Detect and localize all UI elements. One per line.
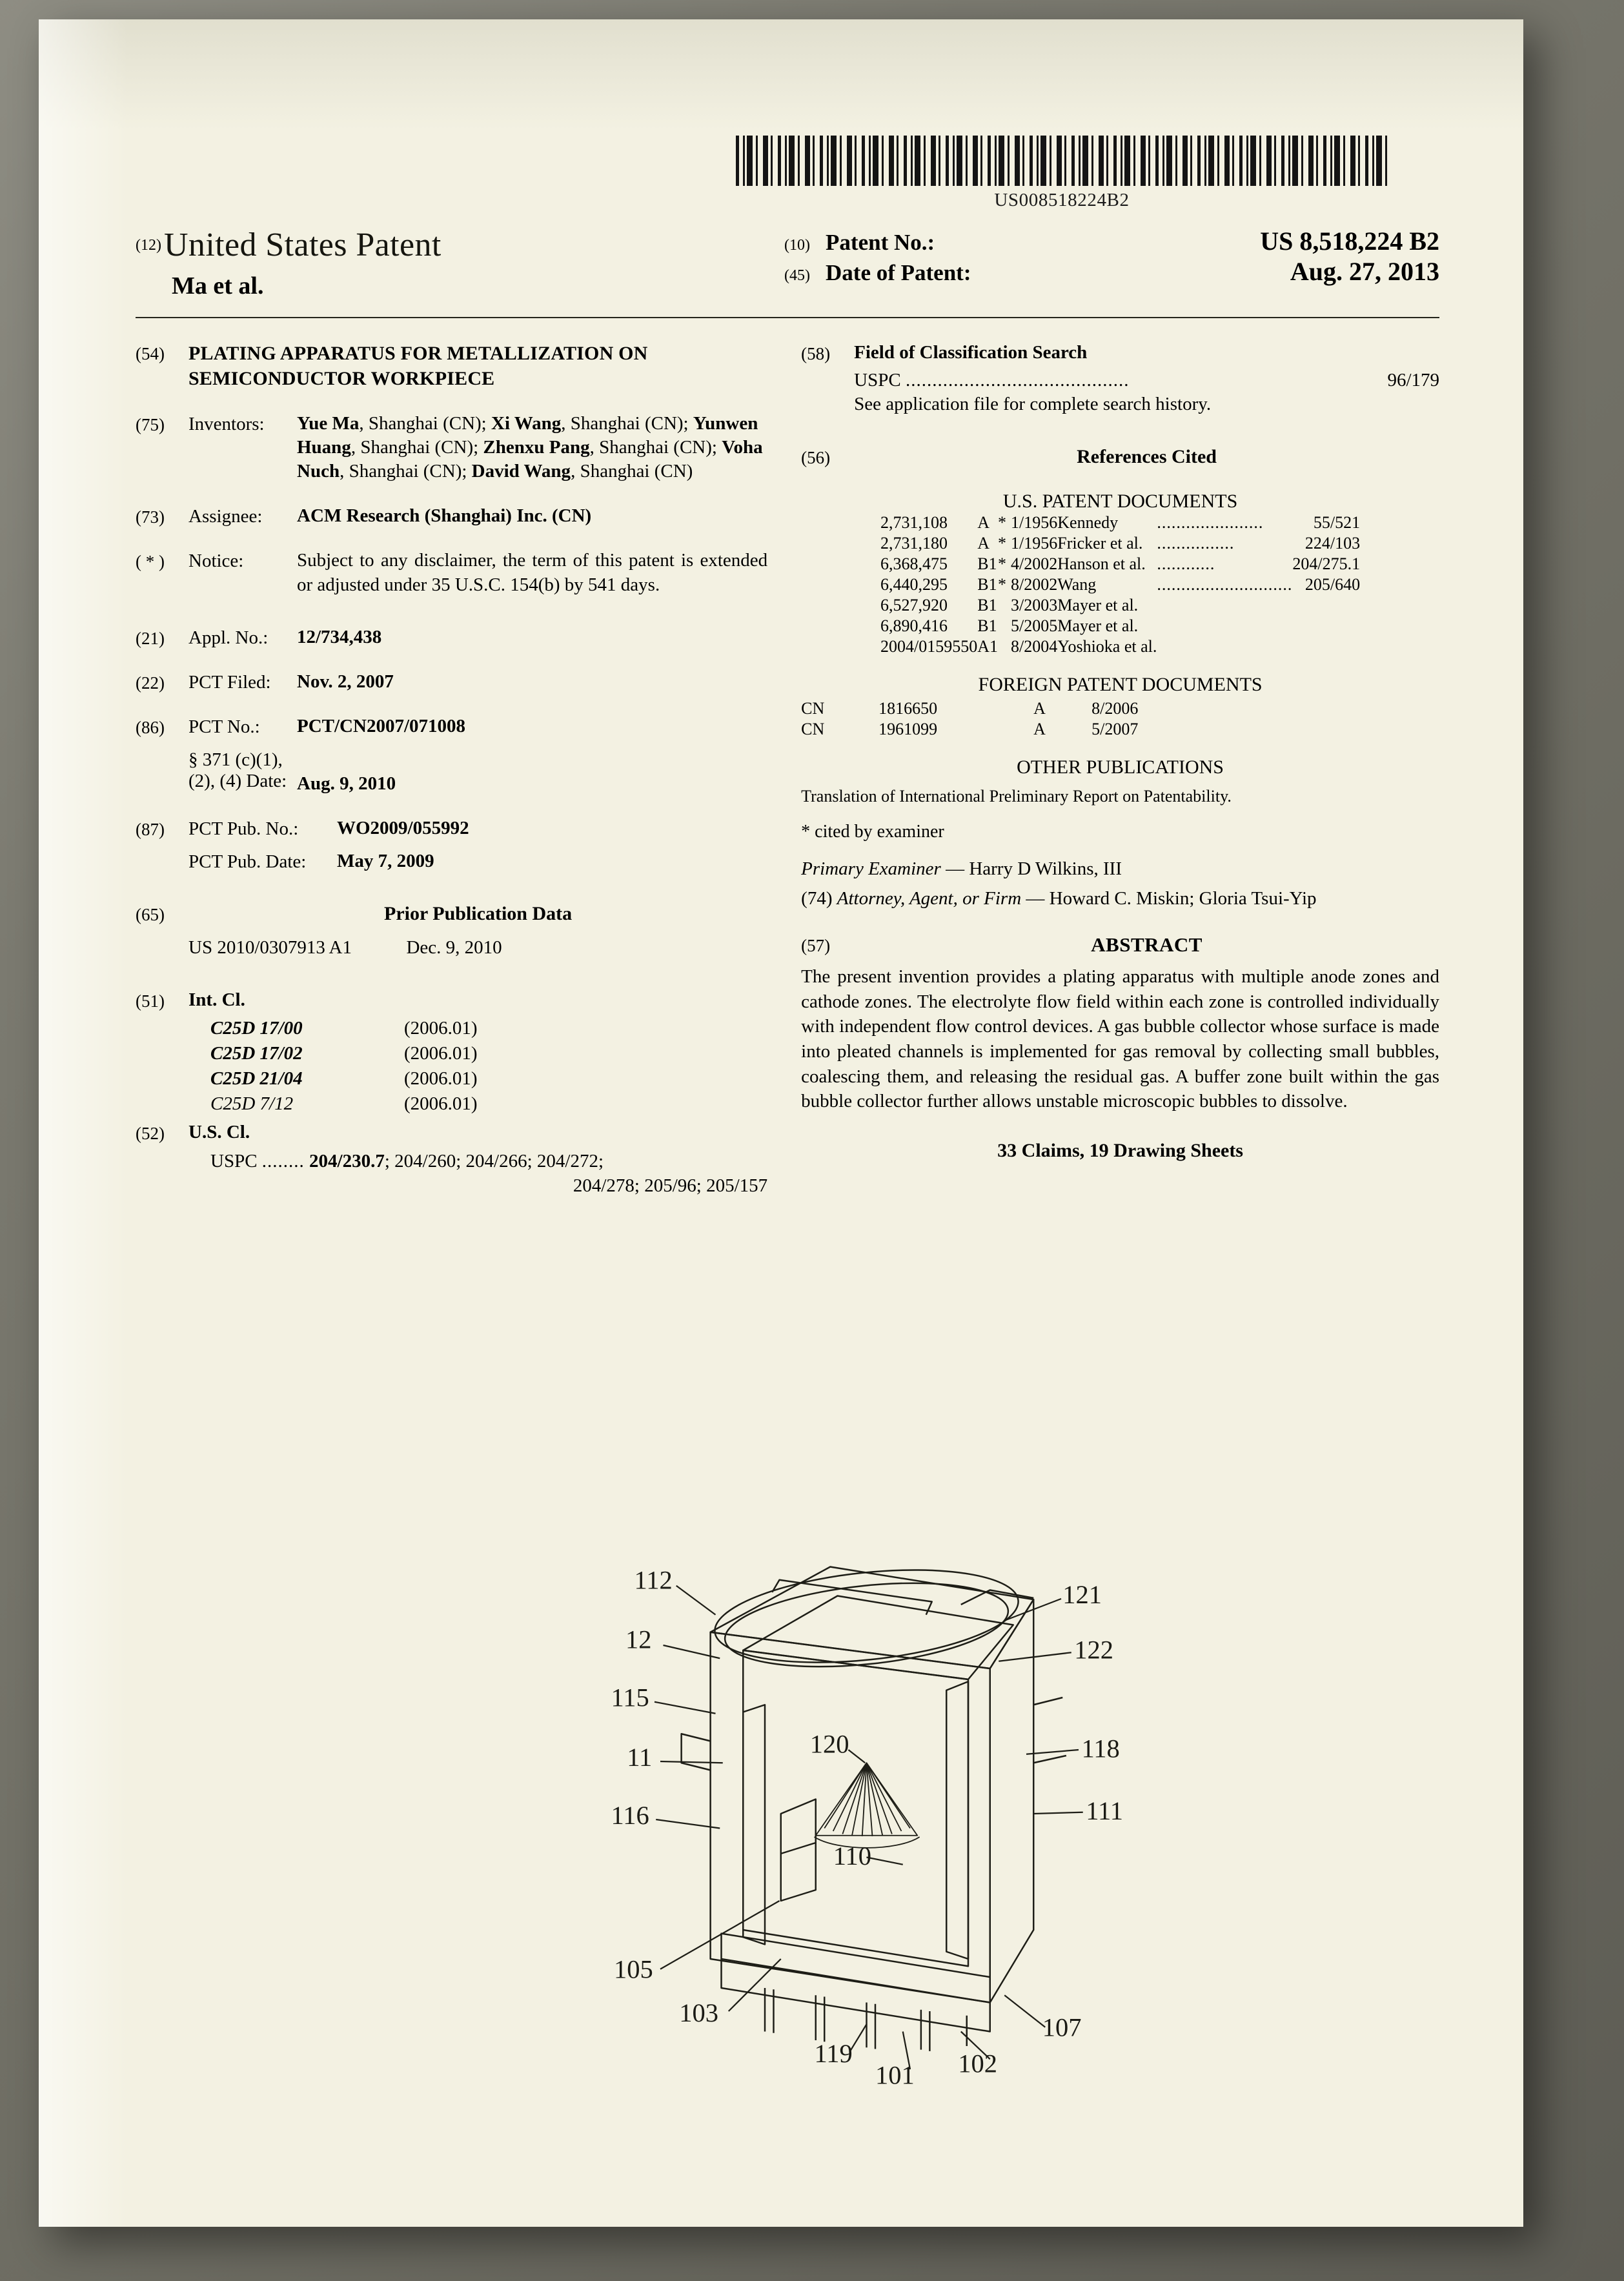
ref-class: 204/275.1 (1292, 554, 1361, 573)
ref-star (998, 636, 1011, 657)
foreign-number: 1961099 (878, 719, 938, 738)
ref-dots: ................ (1157, 533, 1235, 553)
field-pct-pub-no (136, 816, 767, 840)
figure-label: 11 (627, 1742, 653, 1772)
date-of-patent: Aug. 27, 2013 (1290, 257, 1439, 286)
notice-label: Notice: (188, 551, 244, 572)
uspc-primary: 204/230.7 (309, 1150, 385, 1171)
ref-name: Wang (1057, 574, 1097, 594)
claims-sheets-line: 33 Claims, 19 Drawing Sheets (997, 1139, 1243, 1161)
ref-kind: B1 (977, 616, 997, 635)
ref-number: 6,527,920 (880, 595, 948, 614)
pct-pub-no-value: WO2009/055992 (337, 818, 469, 839)
uspc-continuation: 204/278; 205/96; 205/157 (573, 1175, 768, 1196)
appl-no-value: 12/734,438 (297, 626, 382, 647)
table-row (880, 595, 1360, 616)
field-pct-filed (136, 670, 767, 694)
primary-examiner-line (801, 857, 1439, 881)
ref-star: * (998, 554, 1007, 573)
table-row (880, 554, 1360, 574)
figure-label: 12 (625, 1625, 652, 1654)
page-title: United States Patent (163, 227, 442, 263)
prior-pub-number: US 2010/0307913 A1 (188, 937, 352, 958)
field-code-21: (21) (136, 628, 165, 648)
sect371-date: Aug. 9, 2010 (297, 773, 396, 794)
int-cl-row (210, 1041, 767, 1066)
ref-kind: B1 (977, 574, 997, 594)
field-code-12: (12) (136, 236, 161, 254)
field-371 (136, 747, 767, 796)
ref-date: 4/2002 (1011, 554, 1058, 573)
left-column (136, 341, 767, 1202)
field-code-22: (22) (136, 673, 165, 693)
other-publications-heading: OTHER PUBLICATIONS (1017, 756, 1224, 778)
bibliographic-columns (136, 341, 1439, 1202)
field-int-cl (136, 988, 767, 1012)
field-appl-no (136, 625, 767, 649)
attorney-name: — Howard C. Miskin; Gloria Tsui-Yip (1026, 888, 1317, 909)
ref-dots (1157, 616, 1292, 636)
ref-number: 6,890,416 (880, 616, 948, 635)
figure-label: 116 (611, 1800, 649, 1830)
ref-number: 2,731,108 (880, 512, 948, 532)
ref-star: * (998, 512, 1007, 532)
figure-label: 110 (833, 1841, 871, 1870)
field-code-57: (57) (801, 936, 831, 956)
int-cl-date: (2006.01) (404, 1068, 478, 1090)
patent-page (39, 19, 1523, 2227)
ref-date: 5/2005 (1011, 616, 1058, 635)
ref-star: * (998, 574, 1007, 594)
field-title (136, 341, 767, 391)
primary-examiner-name: — Harry D Wilkins, III (946, 858, 1122, 879)
ref-number: 2,731,180 (880, 533, 948, 553)
figure-label: 107 (1042, 2012, 1082, 2042)
ref-date: 3/2003 (1011, 595, 1058, 614)
appl-no-label: Appl. No.: (188, 627, 269, 648)
pct-filed-label: PCT Filed: (188, 671, 271, 693)
field-code-star: ( * ) (136, 552, 165, 572)
field-code-58: (58) (801, 344, 831, 363)
field-inventors (136, 412, 767, 483)
table-row (880, 574, 1360, 595)
field-code-74: (74) (801, 888, 833, 909)
int-cl-code: C25D 17/02 (210, 1043, 303, 1064)
fos-uspc-value: 96/179 (1387, 370, 1439, 391)
uspc-rest: ; 204/260; 204/266; 204/272; (384, 1150, 604, 1171)
cited-by-examiner: * cited by examiner (801, 821, 944, 842)
field-code-54: (54) (136, 344, 165, 363)
foreign-kind: A (1033, 698, 1046, 718)
page-content (136, 97, 1439, 2149)
sect371-line1: § 371 (c)(1), (188, 749, 283, 770)
ref-kind: A (977, 512, 990, 532)
int-cl-date: (2006.01) (404, 1043, 478, 1064)
field-references-cited (801, 445, 1439, 469)
ref-kind: B1 (977, 554, 997, 573)
figure-label: 120 (809, 1729, 849, 1759)
table-row (880, 636, 1360, 657)
ref-dots: ............................ (1157, 574, 1293, 594)
ref-date: 8/2004 (1011, 636, 1058, 656)
ref-date: 8/2002 (1011, 574, 1058, 594)
barcode-block (736, 136, 1388, 211)
foreign-date: 8/2006 (1091, 698, 1139, 718)
field-of-search-values (801, 369, 1439, 416)
table-row (880, 616, 1360, 636)
int-cl-date: (2006.01) (404, 1017, 478, 1039)
us-patent-documents-heading: U.S. PATENT DOCUMENTS (1002, 490, 1238, 512)
int-cl-row (210, 1091, 767, 1117)
ref-dots (1157, 595, 1292, 616)
figure-label: 119 (814, 2038, 853, 2068)
field-notice (136, 549, 767, 596)
inventors-label: Inventors: (188, 414, 265, 434)
sect371-labels (188, 747, 297, 796)
uspc-label: USPC (210, 1150, 258, 1171)
field-code-10: (10) (784, 237, 811, 254)
ref-class: 224/103 (1304, 533, 1361, 553)
abstract-heading: ABSTRACT (1091, 933, 1203, 957)
prior-pub-heading: Prior Publication Data (384, 903, 573, 925)
inventors-value: Yue Ma, Shanghai (CN); Xi Wang, Shanghai (CN); Yunwen Huang, Shanghai (CN); Zhenxu Pang, Shanghai (CN); Voha Nuch, Shanghai (CN); David Wang, Shanghai (CN) (297, 413, 763, 482)
prior-pub-row (136, 936, 767, 960)
us-cl-label: U.S. Cl. (188, 1122, 250, 1143)
field-us-cl (136, 1120, 767, 1144)
field-code-52: (52) (136, 1124, 165, 1144)
abstract-text: The present invention provides a plating apparatus with multiple anode zones and cathode zones. The electrolyte flow field within each zone is controlled individually with independent flow control devices. A gas bubble collector whose surface is made into pleated channels is implemented for gas removal by collecting small bubbles, coalescing them, and releasing the residual gas. A buffer zone built within the gas bubble collector further allows unstable microscopic bubbles to dissolve. (801, 966, 1439, 1112)
ref-class: 55/521 (1313, 512, 1361, 532)
figure-label: 102 (958, 2049, 997, 2078)
date-of-patent-label: Date of Patent: (826, 260, 971, 285)
field-code-51: (51) (136, 991, 165, 1011)
figure-label: 111 (1086, 1796, 1123, 1825)
field-pct-no (136, 715, 767, 738)
int-cl-date: (2006.01) (404, 1093, 478, 1115)
int-cl-code: C25D 7/12 (210, 1093, 294, 1115)
ref-kind: B1 (977, 595, 997, 614)
header-divider (136, 317, 1439, 318)
ref-star (998, 616, 1011, 636)
ref-date: 1/1956 (1011, 512, 1058, 532)
fos-uspc-dots: .......................................... (905, 370, 1130, 391)
fos-note: See application file for complete search history. (854, 394, 1212, 415)
field-code-73: (73) (136, 507, 165, 527)
abstract-heading-row (801, 933, 1439, 957)
ref-name: Yoshioka et al. (1057, 636, 1157, 656)
right-column (801, 341, 1439, 1202)
assignee-value: ACM Research (Shanghai) Inc. (CN) (297, 505, 592, 527)
pct-pub-date-value: May 7, 2009 (337, 851, 434, 872)
patent-no-label: Patent No.: (826, 230, 935, 255)
uspc-line (210, 1149, 767, 1174)
table-row (880, 512, 1360, 533)
foreign-documents-table (801, 698, 1138, 740)
pct-pub-no-label: PCT Pub. No.: (188, 818, 299, 840)
ref-class (1292, 636, 1360, 657)
ref-class (1292, 595, 1360, 616)
figure-label: 112 (634, 1565, 673, 1595)
field-code-87: (87) (136, 820, 165, 840)
us-patent-documents-table (880, 512, 1360, 657)
int-cl-code: C25D 21/04 (210, 1068, 303, 1090)
figure-label: 115 (611, 1683, 649, 1712)
foreign-number: 1816650 (878, 698, 938, 718)
fos-uspc-label: USPC (854, 370, 901, 391)
table-row (801, 698, 1138, 719)
ref-name: Mayer et al. (1057, 595, 1139, 614)
pct-no-label: PCT No.: (188, 716, 260, 737)
field-pct-pub-date (136, 849, 767, 873)
foreign-country: CN (801, 719, 825, 738)
assignee-label: Assignee: (188, 506, 263, 527)
foreign-date: 5/2007 (1091, 719, 1139, 738)
pct-no-value: PCT/CN2007/071008 (297, 715, 465, 736)
barcode-image (736, 136, 1388, 186)
int-cl-label: Int. Cl. (188, 989, 245, 1010)
examiner-block (801, 857, 1439, 911)
ref-dots (1157, 636, 1292, 657)
figure-label: 105 (614, 1954, 653, 1984)
ref-class (1292, 616, 1360, 636)
ref-name: Hanson et al. (1057, 554, 1146, 573)
pct-pub-date-label: PCT Pub. Date: (188, 851, 307, 873)
references-cited-heading: References Cited (1077, 446, 1217, 468)
table-row (880, 533, 1360, 554)
field-assignee (136, 504, 767, 528)
field-code-86: (86) (136, 717, 165, 737)
us-cl-values (136, 1149, 767, 1198)
figure-label: 101 (875, 2060, 915, 2090)
ref-dots: ............ (1157, 554, 1215, 573)
figure-label: 121 (1062, 1579, 1102, 1609)
field-of-search-label: Field of Classification Search (854, 342, 1088, 363)
primary-examiner-label: Primary Examiner (801, 858, 941, 879)
ref-name: Kennedy (1057, 512, 1119, 532)
figure-label: 122 (1074, 1635, 1113, 1665)
sect371-line2: (2), (4) Date: (188, 770, 287, 791)
ref-name: Fricker et al. (1057, 533, 1143, 553)
int-cl-row (210, 1016, 767, 1041)
attorney-label: Attorney, Agent, or Firm (837, 888, 1022, 909)
field-code-45: (45) (784, 267, 811, 284)
invention-title: PLATING APPARATUS FOR METALLIZATION ON SEMICONDUCTOR WORKPIECE (188, 343, 648, 389)
ref-number: 6,440,295 (880, 574, 948, 594)
figure-label: 103 (679, 1998, 718, 2027)
int-cl-row (210, 1066, 767, 1091)
ref-kind: A (977, 533, 990, 553)
patent-number: US 8,518,224 B2 (1260, 227, 1439, 256)
ref-class: 205/640 (1304, 574, 1361, 594)
foreign-country: CN (801, 698, 825, 718)
figure-drawing (497, 1523, 1207, 2104)
ref-kind: A1 (977, 636, 999, 656)
foreign-kind: A (1033, 719, 1046, 738)
ref-dots: ...................... (1157, 512, 1264, 532)
ref-number: 2004/0159550 (880, 636, 978, 656)
field-code-56: (56) (801, 448, 831, 468)
patent-header (136, 226, 1439, 318)
fos-uspc-row (854, 369, 1439, 392)
ref-star: * (998, 533, 1007, 553)
pct-filed-value: Nov. 2, 2007 (297, 671, 394, 692)
field-field-of-search (801, 341, 1439, 365)
notice-value: Subject to any disclaimer, the term of this patent is extended or adjusted under 35 U.S.C. 154(b) by 541 days. (297, 550, 768, 595)
foreign-documents-heading: FOREIGN PATENT DOCUMENTS (978, 673, 1263, 695)
table-row (801, 719, 1138, 740)
header-left (136, 226, 784, 300)
ref-number: 6,368,475 (880, 554, 948, 573)
barcode-number: US008518224B2 (994, 190, 1130, 210)
field-prior-pub (136, 902, 767, 926)
uspc-dots: ........ (261, 1150, 305, 1171)
int-cl-code: C25D 17/00 (210, 1017, 303, 1039)
ref-star (998, 595, 1011, 616)
ref-name: Mayer et al. (1057, 616, 1139, 635)
attorney-line (801, 886, 1439, 911)
other-publications-text: Translation of International Preliminary Report on Patentability. (801, 786, 1232, 806)
ref-date: 1/1956 (1011, 533, 1058, 553)
int-cl-list (136, 1016, 767, 1117)
header-right (784, 226, 1439, 300)
field-code-75: (75) (136, 415, 165, 434)
figure-label: 118 (1081, 1734, 1120, 1763)
applicant-name: Ma et al. (172, 272, 264, 299)
prior-pub-date: Dec. 9, 2010 (406, 937, 502, 958)
field-code-65: (65) (136, 905, 165, 925)
